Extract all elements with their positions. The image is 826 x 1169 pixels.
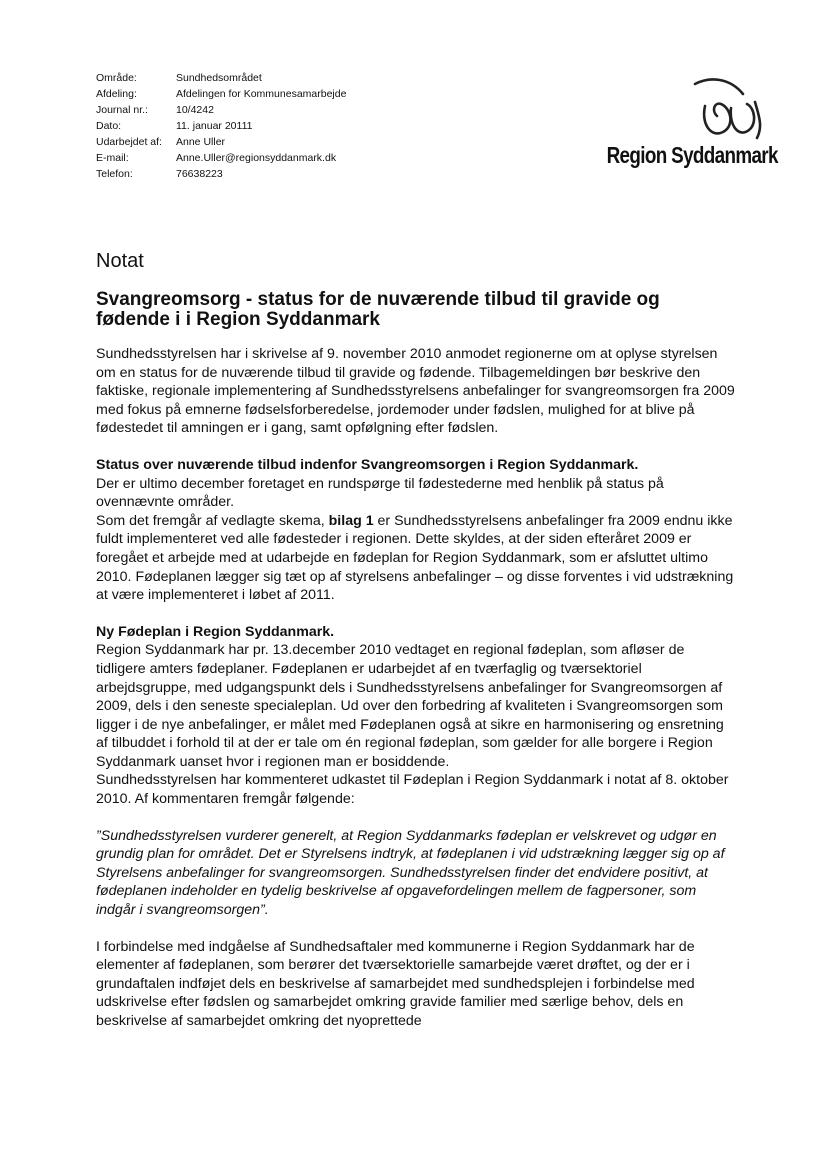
- meta-label: E-mail:: [96, 152, 129, 164]
- text-span: Som det fremgår af vedlagte skema,: [96, 512, 329, 529]
- fodeplan-paragraph-3: I forbindelse med indgåelse af Sundhedsaftaler med kommunerne i Region Syddanmark har de elementer af fødeplanen, som berører det tværsektorielle samarbejde været drøftet, og der er i grundaftalen indføjet dels en beskrivelse af samarbejdet med sundhedsplejen i forbindelse med udskrivelse efter fødslen og samarbejdet omkring gravide familier med særlige behov, dels en beskrivelse af samarbejdet omkring det nyoprettede: [96, 938, 695, 1029]
- meta-row-email: [96, 150, 346, 166]
- meta-label: Telefon:: [96, 168, 133, 180]
- meta-row-department: [96, 86, 346, 102]
- region-logo-mark-icon: [685, 72, 775, 144]
- document-type: Notat: [96, 250, 144, 272]
- meta-value: 10/4242: [176, 104, 214, 116]
- meta-label: Dato:: [96, 120, 122, 132]
- meta-value: Afdelingen for Kommunesamarbejde: [176, 88, 347, 100]
- meta-value: Anne.Uller@regionsyddanmark.dk: [176, 152, 337, 164]
- fodeplan-paragraph-2: Sundhedsstyrelsen har kommenteret udkastet til Fødeplan i Region Syddanmark i notat af 8. oktober 2010. Af kommentaren fremgår følgende:: [96, 772, 729, 808]
- meta-label: Afdeling:: [96, 88, 137, 100]
- meta-row-journal: [96, 102, 346, 118]
- attachment-reference: bilag 1: [328, 512, 374, 529]
- region-logo: [590, 70, 790, 180]
- text-span: er Sundhedsstyrelsens anbefalinger fra 2009 endnu ikke fuldt implementeret ved alle fødesteder i regionen. Dette skyldes, at der siden efteråret 2009 er foregået et arbejde med at udarbejde en fødeplan for Region Syddanmark, som er afsluttet ultimo 2010. Fødeplanen lægger sig tæt op af styrelsens anbefalinger – og disse forventes i vid udstrækning at være implementeret i løbet af 2011.: [96, 512, 734, 604]
- quote-paragraph: ”Sundhedsstyrelsen vurderer generelt, at Region Syddanmarks fødeplan er velskrevet og udgør en grundig plan for området. Det er Styrelsens indtryk, at fødeplanen i vid udstrækning lægger sig op af Styrelsens anbefalinger for svangreomsorgen. Sundhedsstyrelsen finder det endvidere positivt, at fødeplanen indeholder en tydelig beskrivelse af opgavefordelingen mellem de fagpersoner, som indgår i svangreomsorgen”.: [96, 827, 725, 919]
- meta-row-area: [96, 70, 346, 86]
- fodeplan-paragraph-1: Region Syddanmark har pr. 13.december 2010 vedtaget en regional fødeplan, som afløser de tidligere amters fødeplaner. Fødeplanen er udarbejdet af en tværfaglig og tværsektoriel arbejdsgruppe, med udgangspunkt dels i Sundhedsstyrelsens anbefalinger for Svangreomsorgen af 2009, dels i den seneste specialeplan. Ud over den forbedring af kvaliteten i Svangreomsorgen som ligger i de nye anbefalinger, er målet med Fødeplanen også at sikre en harmonisering og ensretning af tilbuddet i forhold til at der er tale om én regional fødeplan, som gælder for alle borgere i Region Syddanmark uanset hvor i regionen man er bosiddende.: [96, 642, 724, 770]
- section-heading-fodeplan: Ny Fødeplan i Region Syddanmark.: [96, 623, 335, 640]
- document-metadata: [96, 70, 346, 182]
- section-heading-status: Status over nuværende tilbud indenfor Svangreomsorgen i Region Syddanmark.: [96, 456, 639, 473]
- document-body: [96, 345, 736, 1031]
- meta-value: 76638223: [176, 168, 223, 180]
- meta-label: Udarbejdet af:: [96, 136, 162, 148]
- status-paragraph-2: [96, 512, 736, 605]
- meta-row-date: [96, 118, 346, 134]
- status-paragraph-1: Der er ultimo december foretaget en rundspørge til fødestederne med henblik på status på ovennævnte områder.: [96, 475, 664, 511]
- meta-value: Anne Uller: [176, 136, 226, 148]
- meta-value: 11. januar 20111: [176, 120, 253, 132]
- logo-text: Region Syddanmark: [606, 142, 778, 168]
- meta-value: Sundhedsområdet: [176, 72, 262, 84]
- meta-row-author: [96, 134, 346, 150]
- intro-paragraph: Sundhedsstyrelsen har i skrivelse af 9. november 2010 anmodet regionerne om at oplyse styrelsen om en status for de nuværende tilbud til gravide og fødende. Tilbagemeldingen bør beskrive den faktiske, regionale implementering af Sundhedsstyrelsens anbefalinger for svangreomsorgen fra 2009 med fokus på emnerne fødselsforberedelse, jordemoder under fødslen, mulighed for at blive på fødestedet til amningen er i gang, samt opfølgning efter fødslen.: [96, 346, 735, 437]
- meta-label: Journal nr.:: [96, 104, 148, 116]
- document-title: Svangreomsorg - status for de nuværende tilbud til gravide og fødende i i Region Syddanmark: [96, 289, 660, 330]
- meta-row-phone: [96, 166, 346, 182]
- meta-label: Område:: [96, 72, 137, 84]
